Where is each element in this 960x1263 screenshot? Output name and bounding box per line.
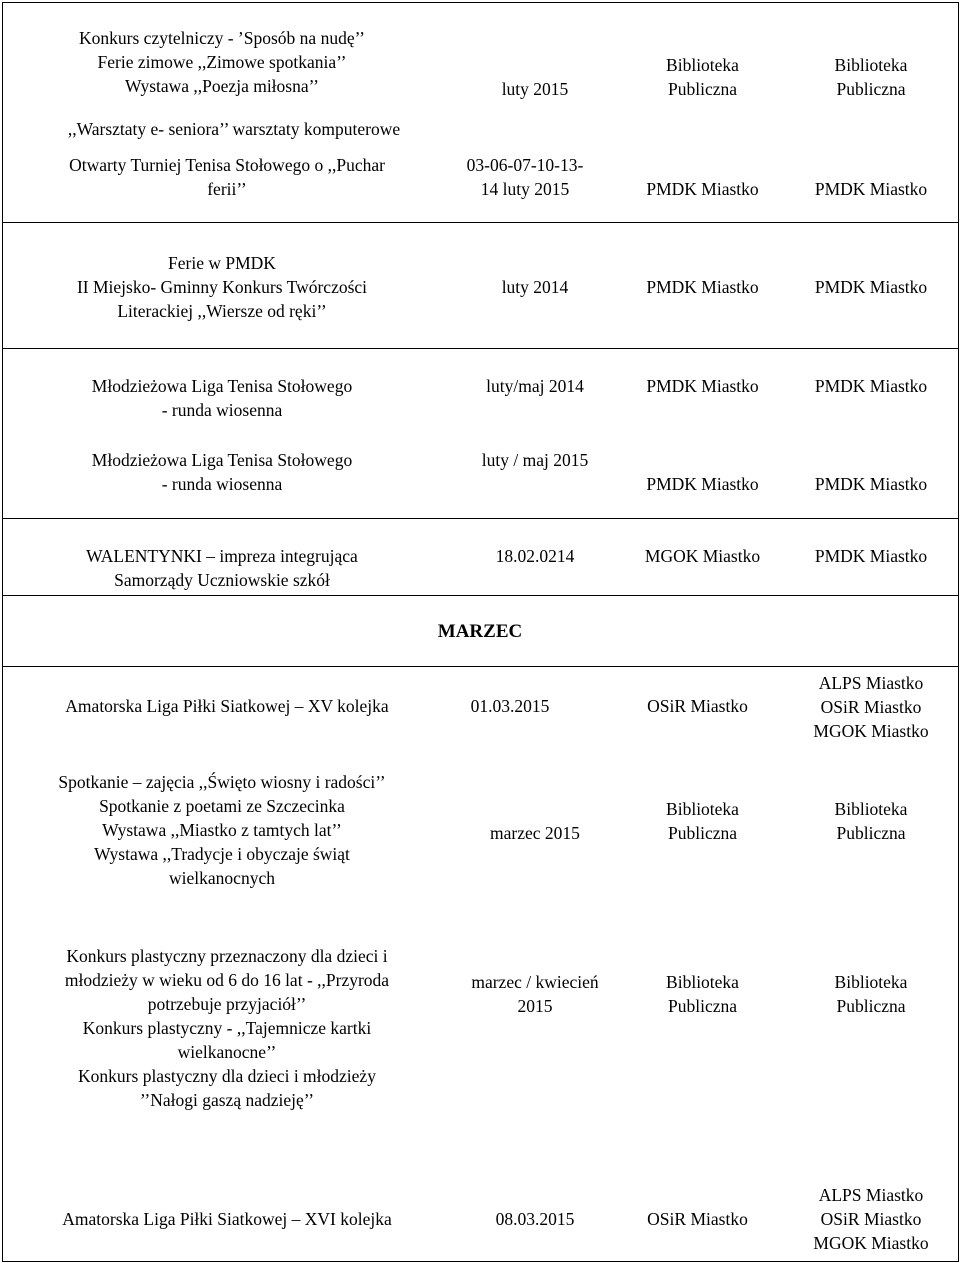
event-line: - runda wiosenna xyxy=(161,400,283,420)
organizer-cell xyxy=(620,543,785,569)
venue-line: OSiR Miastko xyxy=(820,697,922,717)
date-line: marzec / kwiecień xyxy=(471,972,599,992)
date-line: luty/maj 2014 xyxy=(486,376,584,396)
event-line: Wystawa ,,Miastko z tamtych lat’’ xyxy=(102,820,342,840)
venue-cell xyxy=(785,52,957,102)
venue-cell xyxy=(785,274,957,300)
event-line: Spotkanie z poetami ze Szczecinka xyxy=(99,796,345,816)
venue-line: Biblioteka xyxy=(834,972,908,992)
organizer-cell xyxy=(620,176,785,202)
event-line: Konkurs plastyczny przeznaczony dla dzieci i xyxy=(66,946,388,966)
date-line: 2015 xyxy=(517,996,553,1016)
date-line: luty 2014 xyxy=(501,277,569,297)
venue-cell xyxy=(785,796,957,846)
venue-line: Publiczna xyxy=(836,996,906,1016)
venue-line: PMDK Miastko xyxy=(814,179,928,199)
date-line: 03-06-07-10-13- xyxy=(466,155,584,175)
table-right-border xyxy=(958,2,959,1262)
date-cell xyxy=(450,543,620,569)
date-cell xyxy=(450,1206,620,1232)
event-cell xyxy=(4,26,440,98)
date-cell xyxy=(450,76,620,102)
event-line: Amatorska Liga Piłki Siatkowej – XVI kolejka xyxy=(62,1209,392,1229)
event-cell xyxy=(4,373,440,423)
venue-cell xyxy=(785,471,957,497)
organizer-line: Publiczna xyxy=(667,823,737,843)
date-line: 18.02.0214 xyxy=(495,546,575,566)
venue-line: Biblioteka xyxy=(834,55,908,75)
organizer-line: Biblioteka xyxy=(666,972,739,992)
event-line: Konkurs czytelniczy - ’Sposób na nudę’’ xyxy=(79,28,365,48)
row-divider xyxy=(2,518,958,519)
event-line: Ferie w PMDK xyxy=(168,253,276,273)
organizer-line: Biblioteka xyxy=(666,55,739,75)
row-divider xyxy=(2,222,958,223)
event-line: Samorządy Uczniowskie szkół xyxy=(114,570,330,590)
organizer-cell xyxy=(620,969,785,1019)
event-cell xyxy=(4,769,440,891)
row-divider xyxy=(2,348,958,349)
event-line: - runda wiosenna xyxy=(161,474,283,494)
event-cell xyxy=(4,116,464,142)
event-line: WALENTYNKI – impreza integrująca xyxy=(86,546,358,566)
venue-line: Biblioteka xyxy=(834,799,908,819)
event-line: Wystawa ,,Poezja miłosna’’ xyxy=(125,76,319,96)
organizer-line: Publiczna xyxy=(667,79,737,99)
event-line: Wystawa ,,Tradycje i obyczaje świąt xyxy=(94,844,350,864)
venue-cell xyxy=(785,373,957,399)
event-line: Młodzieżowa Liga Tenisa Stołowego xyxy=(91,450,353,470)
organizer-line: PMDK Miastko xyxy=(646,179,759,199)
date-cell xyxy=(450,447,620,473)
event-line: Konkurs plastyczny dla dzieci i młodzieży xyxy=(78,1066,376,1086)
table-left-border xyxy=(2,2,3,1262)
event-line: Literackiej ,,Wiersze od ręki’’ xyxy=(117,301,327,321)
organizer-line: PMDK Miastko xyxy=(646,474,759,494)
event-line: ’’Nałogi gaszą nadzieję’’ xyxy=(139,1090,315,1110)
venue-line: Publiczna xyxy=(836,79,906,99)
organizer-line: OSiR Miastko xyxy=(647,696,748,716)
venue-cell xyxy=(785,176,957,202)
organizer-cell xyxy=(620,373,785,399)
organizer-line: PMDK Miastko xyxy=(646,376,759,396)
event-cell xyxy=(4,1206,450,1232)
event-line: Ferie zimowe ,,Zimowe spotkania’’ xyxy=(97,52,347,72)
organizer-line: OSiR Miastko xyxy=(647,1209,748,1229)
event-line: wielkanocne’’ xyxy=(177,1042,277,1062)
event-cell xyxy=(4,152,450,202)
event-line: potrzebuje przyjaciół’’ xyxy=(147,994,307,1014)
row-divider xyxy=(2,666,958,667)
organizer-line: Publiczna xyxy=(667,996,737,1016)
event-line: Spotkanie – zajęcia ,,Święto wiosny i radości’’ xyxy=(58,772,386,792)
date-cell xyxy=(450,969,620,1019)
date-cell xyxy=(450,820,620,846)
date-line: marzec 2015 xyxy=(490,823,580,843)
venue-cell xyxy=(785,1182,957,1256)
event-cell xyxy=(4,693,450,719)
event-line: Otwarty Turniej Tenisa Stołowego o ,,Puchar xyxy=(69,155,385,175)
event-line: ,,Warsztaty e- seniora’’ warsztaty komputerowe xyxy=(67,119,401,139)
venue-line: OSiR Miastko xyxy=(820,1209,922,1229)
date-cell xyxy=(450,274,620,300)
event-line: II Miejsko- Gminny Konkurs Twórczości xyxy=(76,277,368,297)
venue-line: MGOK Miastko xyxy=(813,721,929,741)
venue-cell xyxy=(785,543,957,569)
organizer-line: PMDK Miastko xyxy=(646,277,759,297)
venue-line: ALPS Miastko xyxy=(818,1185,924,1205)
event-line: Konkurs plastyczny - ,,Tajemnicze kartki xyxy=(82,1018,372,1038)
event-line: Amatorska Liga Piłki Siatkowej – XV kolejka xyxy=(65,696,389,716)
date-line: luty / maj 2015 xyxy=(481,450,589,470)
date-line: 01.03.2015 xyxy=(470,696,550,716)
date-cell xyxy=(440,152,610,202)
event-line: wielkanocnych xyxy=(169,868,275,888)
date-cell xyxy=(450,373,620,399)
organizer-cell xyxy=(610,693,785,719)
organizer-cell xyxy=(620,52,785,102)
venue-line: PMDK Miastko xyxy=(814,474,928,494)
organizer-cell xyxy=(620,274,785,300)
organizer-line: Biblioteka xyxy=(666,799,739,819)
venue-cell xyxy=(785,969,957,1019)
venue-line: Publiczna xyxy=(836,823,906,843)
date-line: 14 luty 2015 xyxy=(480,179,570,199)
venue-line: PMDK Miastko xyxy=(814,546,928,566)
venue-cell xyxy=(785,670,957,744)
venue-line: PMDK Miastko xyxy=(814,376,928,396)
event-line: ferii’’ xyxy=(207,179,247,199)
venue-line: MGOK Miastko xyxy=(813,1233,929,1253)
organizer-cell xyxy=(620,796,785,846)
event-cell xyxy=(4,250,440,324)
event-cell xyxy=(4,543,440,593)
date-line: luty 2015 xyxy=(501,79,569,99)
venue-line: ALPS Miastko xyxy=(818,673,924,693)
event-line: Młodzieżowa Liga Tenisa Stołowego xyxy=(91,376,353,396)
section-heading-marzec: MARZEC xyxy=(437,621,523,642)
date-cell xyxy=(430,693,590,719)
organizer-line: MGOK Miastko xyxy=(644,546,761,566)
event-cell xyxy=(4,447,440,497)
organizer-cell xyxy=(610,1206,785,1232)
row-divider xyxy=(2,1261,958,1262)
table-top-border xyxy=(2,2,958,3)
event-cell xyxy=(4,942,450,1114)
organizer-cell xyxy=(620,471,785,497)
date-line: 08.03.2015 xyxy=(495,1209,575,1229)
venue-line: PMDK Miastko xyxy=(814,277,928,297)
event-line: młodzieży w wieku od 6 do 16 lat - ,,Przyroda xyxy=(64,970,390,990)
row-divider xyxy=(2,595,958,596)
